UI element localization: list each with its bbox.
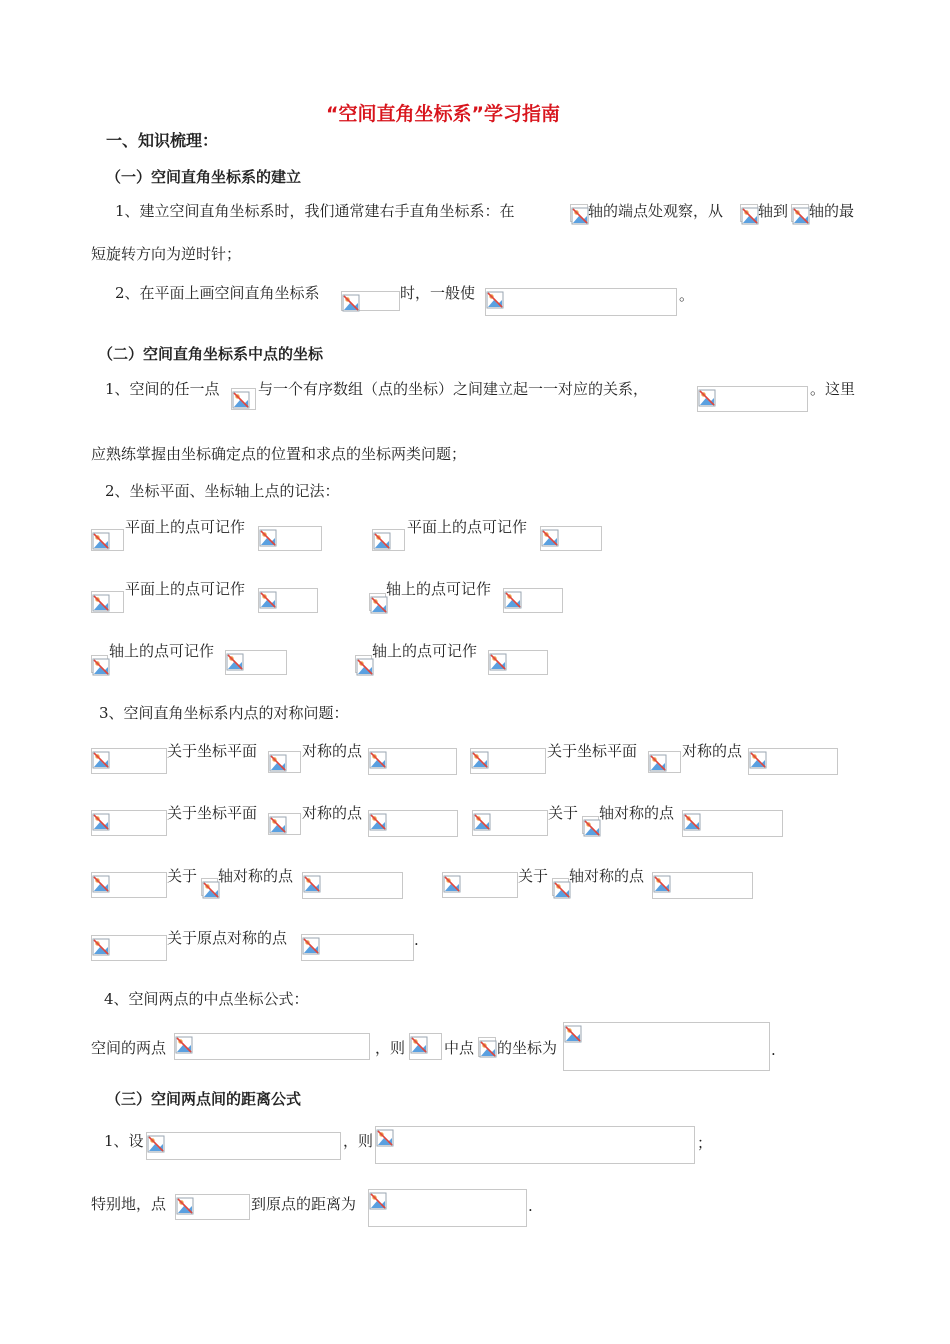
text: . (528, 1197, 533, 1215)
text: 关于 (167, 867, 198, 885)
text: 时，一般使 (400, 284, 476, 302)
text: 1、设 (104, 1132, 144, 1150)
text: ； (697, 1134, 713, 1152)
text: 应熟练掌握由坐标确定点的位置和求点的坐标两类问题； (91, 445, 467, 463)
text: 对称的点 (302, 804, 363, 822)
broken-image-icon (552, 878, 569, 896)
text: 轴的最 (809, 202, 855, 220)
broken-image-icon (503, 588, 563, 613)
broken-image-icon (91, 529, 124, 551)
text: 1、空间的任一点 (105, 380, 220, 398)
text: 关于原点对称的点 (167, 929, 288, 947)
broken-image-icon (748, 748, 838, 775)
broken-image-icon (175, 1194, 250, 1220)
broken-image-icon (355, 655, 372, 673)
broken-image-icon (472, 810, 548, 836)
text: 短旋转方向为逆时针； (91, 245, 242, 263)
text: 轴对称的点 (218, 867, 294, 885)
broken-image-icon (697, 386, 808, 412)
text: 轴上的点可记作 (109, 642, 215, 660)
broken-image-icon (341, 291, 400, 311)
broken-image-icon (302, 872, 403, 899)
text: 4、空间两点的中点坐标公式： (104, 990, 309, 1008)
text: 关于 (518, 867, 549, 885)
broken-image-icon (368, 810, 458, 837)
subsection-heading-3: （三）空间两点间的距离公式 (106, 1090, 302, 1108)
text: 特别地，点 (91, 1195, 167, 1213)
broken-image-icon (368, 748, 457, 775)
broken-image-icon (91, 655, 108, 673)
broken-image-icon (301, 934, 414, 961)
broken-image-icon (225, 650, 287, 675)
text: 轴对称的点 (569, 867, 645, 885)
text: 。这里 (810, 380, 856, 398)
broken-image-icon (91, 591, 124, 613)
broken-image-icon (231, 388, 256, 410)
broken-image-icon (682, 810, 783, 837)
subsection-heading-2: （二）空间直角坐标系中点的坐标 (98, 345, 324, 363)
broken-image-icon (91, 935, 167, 961)
text: ，则 (375, 1039, 406, 1057)
broken-image-icon (375, 1126, 695, 1164)
text: 的坐标为 (497, 1039, 558, 1057)
text: . (771, 1041, 776, 1059)
text: 。 (679, 286, 695, 304)
text: 平面上的点可记作 (407, 518, 528, 536)
broken-image-icon (372, 529, 405, 551)
section-heading-knowledge: 一、知识梳理： (106, 131, 219, 150)
text: 空间的两点 (91, 1039, 167, 1057)
broken-image-icon (174, 1033, 370, 1060)
broken-image-icon (91, 810, 167, 836)
broken-image-icon (201, 878, 218, 896)
text: 轴上的点可记作 (372, 642, 478, 660)
text: 关于坐标平面 (167, 804, 258, 822)
broken-image-icon (268, 751, 301, 773)
broken-image-icon (442, 872, 518, 898)
broken-image-icon (369, 593, 386, 611)
text: 到原点的距离为 (251, 1195, 357, 1213)
page-title: “空间直角坐标系”学习指南 (326, 103, 560, 125)
text: 轴到 (758, 202, 789, 220)
text: 关于坐标平面 (547, 742, 638, 760)
broken-image-icon (409, 1033, 442, 1060)
text: 对称的点 (302, 742, 363, 760)
broken-image-icon (570, 204, 588, 222)
broken-image-icon (258, 526, 322, 551)
text: 对称的点 (682, 742, 743, 760)
text: 轴上的点可记作 (386, 580, 492, 598)
broken-image-icon (91, 872, 167, 898)
text: 3、空间直角坐标系内点的对称问题： (99, 704, 349, 722)
text: 1、建立空间直角坐标系时，我们通常建右手直角坐标系：在 (115, 202, 515, 220)
broken-image-icon (652, 872, 753, 899)
broken-image-icon (485, 288, 677, 316)
text: 平面上的点可记作 (125, 580, 246, 598)
subsection-heading-1: （一）空间直角坐标系的建立 (106, 168, 302, 186)
text: 中点 (444, 1039, 475, 1057)
broken-image-icon (268, 813, 301, 835)
text: 关于坐标平面 (167, 742, 258, 760)
text: 2、在平面上画空间直角坐标系 (115, 284, 320, 302)
broken-image-icon (488, 650, 548, 675)
broken-image-icon (791, 204, 809, 222)
broken-image-icon (563, 1022, 770, 1071)
text: 与一个有序数组（点的坐标）之间建立起一一对应的关系， (258, 380, 649, 398)
broken-image-icon (648, 751, 681, 773)
broken-image-icon (368, 1189, 527, 1227)
broken-image-icon (470, 748, 546, 774)
text: 平面上的点可记作 (125, 518, 246, 536)
broken-image-icon (740, 204, 758, 222)
broken-image-icon (478, 1037, 496, 1057)
text: 2、坐标平面、坐标轴上点的记法： (105, 482, 340, 500)
broken-image-icon (91, 748, 167, 774)
text: 轴对称的点 (599, 804, 675, 822)
text: 关于 (548, 804, 579, 822)
text: . (414, 931, 419, 949)
broken-image-icon (146, 1132, 341, 1160)
broken-image-icon (540, 526, 602, 551)
text: 轴的端点处观察，从 (588, 202, 724, 220)
broken-image-icon (582, 816, 599, 834)
text: ，则 (343, 1132, 374, 1150)
broken-image-icon (258, 588, 318, 613)
